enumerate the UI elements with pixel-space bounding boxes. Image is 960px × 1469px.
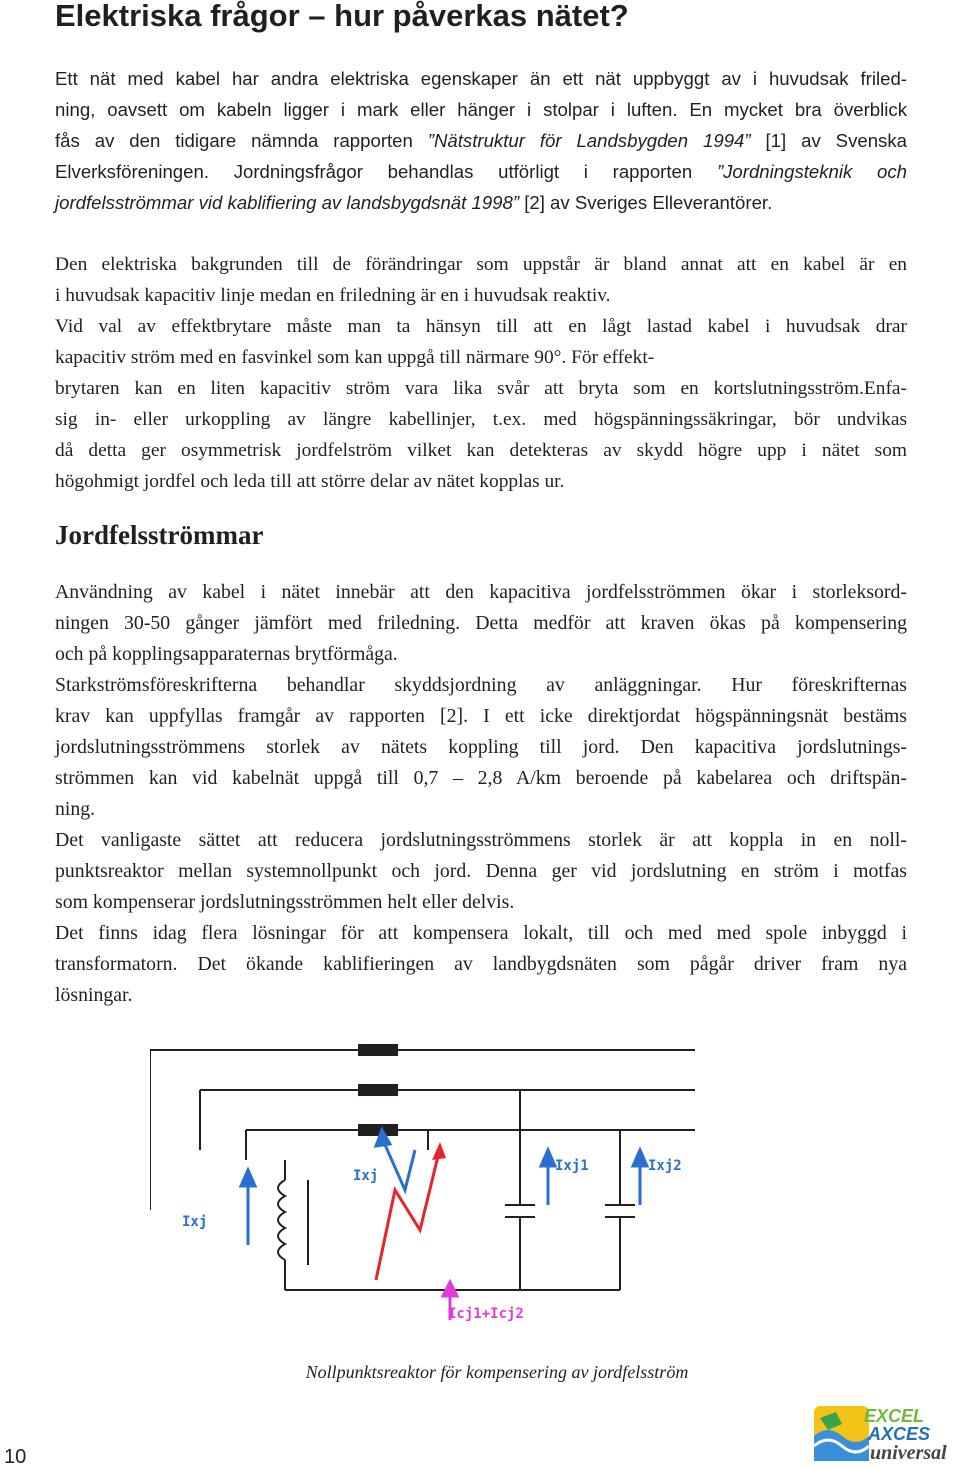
label-ixj1: Ixj1 — [555, 1158, 589, 1174]
text-line: Det finns idag flera lösningar för att kompensera lokalt, till och med med spole inbyggd i — [55, 922, 907, 944]
text-line: kapacitiv ström med en fasvinkel som kan uppgå till närmare 90°. För effekt- — [55, 347, 655, 368]
figure-caption: Nollpunktsreaktor för kompensering av jordfelsström — [305, 1362, 689, 1382]
paragraph-jordfel — [55, 577, 907, 1011]
paragraph-background — [55, 249, 907, 497]
section-title: Jordfelsströmmar — [55, 520, 264, 550]
text-line: fås av den tidigare nämnda rapporten ”Nätstruktur för Landsbygden 1994” [1] av Svenska — [55, 130, 907, 151]
label-ixj-mid: Ixj — [353, 1168, 379, 1184]
text-line: Användning av kabel i nätet innebär att den kapacitiva jordfelsströmmen ökar i storleksord- — [55, 581, 907, 603]
circuit-diagram — [150, 1030, 710, 1330]
breaker-block — [358, 1124, 398, 1136]
reactor-coil — [278, 1180, 285, 1260]
text-line: Starkströmsföreskrifterna behandlar skyddsjordning av anläggningar. Hur föreskrifternas — [55, 674, 907, 696]
logo-universal: universal — [870, 1442, 947, 1464]
label-sum: Icj1+Icj2 — [448, 1306, 524, 1322]
report-title-natstruktur: ”Nätstruktur för Landsbygden 1994” — [427, 130, 751, 151]
page-title: Elektriska frågor – hur påverkas nätet? — [55, 0, 629, 33]
fault-arrowhead — [432, 1142, 446, 1160]
text-line: punktsreaktor mellan systemnollpunkt och jord. Denna ger vid jordslutning en ström i motfas — [55, 860, 907, 882]
breaker-block — [358, 1084, 398, 1096]
text-line: ningen 30-50 gånger jämfört med friledning. Detta medför att kraven ökas på kompensering — [55, 612, 907, 634]
text-line: brytaren kan en liten kapacitiv ström vara lika svår att bryta som en kortslutningsström.Enfa- — [55, 378, 907, 399]
logo-excel: EXCEL — [864, 1406, 925, 1426]
text-line: sig in- eller urkoppling av längre kabellinjer, t.ex. med högspänningssäkringar, bör undvikas — [55, 409, 907, 430]
label-ixj-left: Ixj — [182, 1214, 208, 1230]
text-line: då detta ger osymmetrisk jordfelström vilket kan detekteras av skydd högre upp i nätet som — [55, 440, 907, 461]
text-line: ning. — [55, 798, 96, 820]
text-line: högohmigt jordfel och leda till att större delar av nätet kopplas ur. — [55, 471, 565, 492]
text-line: jordfelsströmmar vid kablifiering av landsbygdsnät 1998” [2] av Sveriges Elleverantörer. — [55, 192, 773, 213]
text-line: ning, oavsett om kabeln ligger i mark eller hänger i stolpar i luften. En mycket bra överblick — [55, 99, 907, 120]
text-line: Den elektriska bakgrunden till de förändringar som uppstår är bland annat att en kabel är en — [55, 254, 907, 275]
text-line: Det vanligaste sättet att reducera jordslutningsströmmens storlek är att koppla in en noll- — [55, 829, 907, 851]
logo-axces: AXCES — [868, 1424, 931, 1444]
page-number: 10 — [4, 1446, 27, 1468]
label-ixj2: Ixj2 — [648, 1158, 682, 1174]
excel-axces-logo — [812, 1404, 960, 1467]
text-line: Elverksföreningen. Jordningsfrågor behandlas utförligt i rapporten ”Jordningsteknik och — [55, 161, 908, 182]
report-title-jordningsteknik: ”Jordningsteknik och — [716, 161, 908, 182]
text-line: Vid val av effektbrytare måste man ta hänsyn till att en lågt lastad kabel i huvudsak drar — [55, 316, 907, 337]
breaker-block — [358, 1044, 398, 1056]
text-line: som kompenserar jordslutningsströmmen helt eller delvis. — [55, 891, 515, 913]
text-line: och på kopplingsapparaternas brytförmåga. — [55, 643, 398, 665]
text-line: strömmen kan vid kabelnät uppgå till 0,7 – 2,8 A/km beroende på kabelarea och driftspän- — [55, 767, 907, 789]
text-line: i huvudsak kapacitiv linje medan en friledning är en i huvudsak reaktiv. — [55, 285, 611, 306]
text-line: jordslutningsströmmens storlek av nätets koppling till jord. Den kapacitiva jordslutnings- — [55, 736, 907, 758]
text-line: krav kan uppfyllas framgår av rapporten [2]. I ett icke direktjordat högspänningsnät bestäms — [55, 705, 907, 727]
text-line: lösningar. — [55, 984, 133, 1006]
fault-lightning — [376, 1148, 440, 1280]
paragraph-intro — [55, 63, 907, 218]
text-line: Ett nät med kabel har andra elektriska egenskaper än ett nät uppbyggt av i huvudsak friled- — [55, 68, 907, 89]
arrow-head — [241, 1170, 255, 1186]
text-line: transformatorn. Det ökande kablifieringen av landbygdsnäten som pågår driver fram nya — [55, 953, 907, 975]
